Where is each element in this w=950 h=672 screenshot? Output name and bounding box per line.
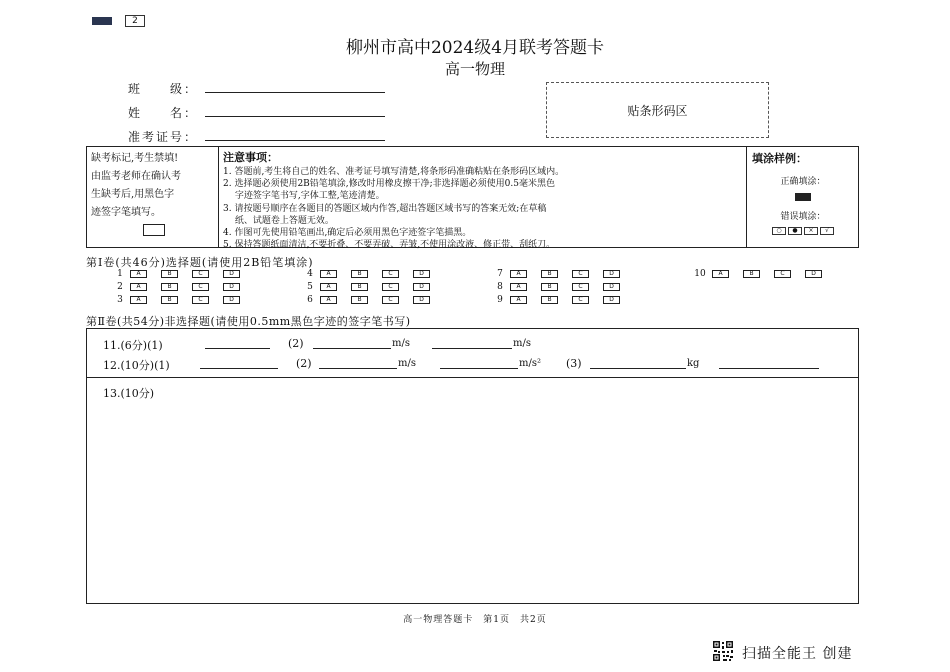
mc-option-c[interactable]: C — [382, 296, 399, 304]
q13-answer-space[interactable] — [90, 400, 855, 600]
mc-option-a[interactable]: A — [320, 270, 337, 278]
mc-option-b[interactable]: B — [541, 270, 558, 278]
mc-option-c[interactable]: C — [382, 270, 399, 278]
mc-option-b[interactable]: B — [541, 283, 558, 291]
absent-text-line: 缺考标记,考生禁填! — [91, 153, 179, 164]
mc-option-d[interactable]: D — [223, 270, 240, 278]
mc-question — [300, 269, 444, 279]
name-label: 姓 名： — [128, 106, 199, 120]
brand-watermark: 扫描全能王 创建 — [742, 646, 853, 662]
mc-option-d[interactable]: D — [413, 296, 430, 304]
wrong-label: 错误填涂： — [780, 212, 826, 222]
section2-title: 第Ⅱ卷(共54分)非选择题(请使用0.5mm黑色字迹的签字笔书写) — [86, 315, 411, 328]
sample-cell — [747, 146, 859, 248]
mc-option-c[interactable]: C — [192, 270, 209, 278]
barcode-area — [546, 82, 769, 138]
mc-option-a[interactable]: A — [510, 296, 527, 304]
q12-blank-5[interactable] — [719, 368, 819, 369]
mc-option-b[interactable]: B — [161, 283, 178, 291]
id-field[interactable] — [205, 140, 385, 141]
sample-title: 填涂样例： — [752, 152, 807, 165]
mc-number: 1 — [117, 269, 123, 279]
mc-option-b[interactable]: B — [161, 270, 178, 278]
mc-question — [490, 282, 634, 292]
mc-question — [300, 282, 444, 292]
mc-option-a[interactable]: A — [130, 283, 147, 291]
mc-option-d[interactable]: D — [805, 270, 822, 278]
mc-number: 9 — [497, 295, 503, 305]
mc-number: 7 — [497, 269, 503, 279]
q12-unit-2: m/s² — [519, 358, 541, 369]
mc-option-c[interactable]: C — [192, 296, 209, 304]
q12-blank-4[interactable] — [590, 368, 686, 369]
class-label: 班 级： — [128, 82, 199, 96]
q11-blank-2[interactable] — [313, 348, 391, 349]
correct-label: 正确填涂： — [780, 177, 826, 187]
mc-number: 8 — [497, 282, 503, 292]
q12-part3-label: (3) — [566, 357, 582, 370]
mc-option-b[interactable]: B — [161, 296, 178, 304]
mc-option-d[interactable]: D — [223, 296, 240, 304]
mc-option-d[interactable]: D — [603, 270, 620, 278]
mc-question — [688, 269, 836, 279]
mc-number: 4 — [307, 269, 313, 279]
notes-item: 纸、试题卷上答题无效。 — [223, 215, 334, 226]
wrong-sample: ○ — [772, 227, 786, 235]
mc-number: 2 — [117, 282, 123, 292]
q12-unit-3: kg — [687, 358, 700, 369]
barcode-label: 贴条形码区 — [627, 103, 688, 118]
mc-option-a[interactable]: A — [320, 283, 337, 291]
q12-blank-2[interactable] — [319, 368, 397, 369]
absent-text-line: 由监考老师在确认考 — [91, 171, 181, 182]
mc-option-b[interactable]: B — [351, 296, 368, 304]
mc-option-d[interactable]: D — [603, 283, 620, 291]
q12-part2-label: (2) — [296, 357, 312, 370]
answer-divider — [86, 377, 859, 378]
name-field[interactable] — [205, 116, 385, 117]
mc-number: 5 — [307, 282, 313, 292]
q11-blank-3[interactable] — [432, 348, 512, 349]
mc-question — [110, 269, 254, 279]
section1-title: 第Ⅰ卷(共46分)选择题(请使用2B铅笔填涂) — [86, 256, 314, 269]
q11-blank-1[interactable] — [205, 348, 270, 349]
mc-option-d[interactable]: D — [223, 283, 240, 291]
mc-option-b[interactable]: B — [351, 283, 368, 291]
mc-option-c[interactable]: C — [572, 283, 589, 291]
qr-code-icon — [712, 640, 734, 662]
mc-option-a[interactable]: A — [130, 296, 147, 304]
absent-mark-box[interactable] — [143, 224, 165, 236]
wrong-sample: ● — [788, 227, 802, 235]
q12-blank-1[interactable] — [200, 368, 278, 369]
notes-item: 5. 保持答题纸面清洁,不要折叠、不要弄破、弄皱,不使用涂改液、修正带、刮纸刀。 — [223, 240, 556, 251]
mc-option-c[interactable]: C — [382, 283, 399, 291]
mc-question — [490, 295, 634, 305]
q12-unit-1: m/s — [398, 358, 416, 369]
notes-cell — [219, 146, 747, 251]
mc-option-c[interactable]: C — [774, 270, 791, 278]
mc-option-b[interactable]: B — [541, 296, 558, 304]
mc-option-d[interactable]: D — [603, 296, 620, 304]
alignment-mark — [92, 17, 112, 25]
absent-text-line: 生缺考后,用黑色字 — [91, 189, 175, 200]
notes-item: 字迹签字笔书写,字体工整,笔迹清楚。 — [223, 191, 385, 202]
mc-number: 10 — [694, 269, 706, 279]
page-subtitle: 高一物理 — [444, 60, 505, 78]
page-footer: 高一物理答题卡 第1页 共2页 — [403, 615, 547, 625]
mc-option-a[interactable]: A — [320, 296, 337, 304]
wrong-sample: √ — [820, 227, 834, 235]
correct-fill-sample — [795, 193, 811, 201]
mc-option-c[interactable]: C — [572, 296, 589, 304]
notes-item: 1. 答题前,考生将自己的姓名、准考证号填写清楚,将条形码准确粘贴在条形码区域内。 — [223, 167, 565, 177]
mc-option-a[interactable]: A — [130, 270, 147, 278]
mc-option-d[interactable]: D — [413, 270, 430, 278]
notes-item: 3. 请按题号顺序在各题目的答题区域内作答,超出答题区域书写的答案无效;在草稿 — [223, 203, 547, 214]
q11-label: 11.(6分)(1) — [103, 339, 163, 352]
mc-question — [110, 295, 254, 305]
mc-question — [300, 295, 444, 305]
id-label: 准考证号： — [128, 130, 199, 144]
mc-option-a[interactable]: A — [510, 283, 527, 291]
absent-text-line: 迹签字笔填写。 — [91, 207, 161, 218]
q11-unit-2: m/s — [513, 338, 531, 349]
mc-option-d[interactable]: D — [413, 283, 430, 291]
mc-option-b[interactable]: B — [743, 270, 760, 278]
notes-title: 注意事项： — [223, 151, 278, 164]
mc-option-b[interactable]: B — [351, 270, 368, 278]
notes-item: 2. 选择题必须使用2B铅笔填涂,修改时用橡皮擦干净;非选择题必须使用0.5毫米黑色 — [223, 179, 555, 190]
class-field[interactable] — [205, 92, 385, 93]
mc-question — [110, 282, 254, 292]
mc-option-a[interactable]: A — [510, 270, 527, 278]
mc-option-c[interactable]: C — [572, 270, 589, 278]
mc-question — [490, 269, 634, 279]
mc-number: 3 — [117, 295, 123, 305]
q13-label: 13.(10分) — [103, 387, 155, 400]
q11-unit-1: m/s — [392, 338, 410, 349]
q12-blank-3[interactable] — [440, 368, 518, 369]
q11-part2-label: (2) — [288, 337, 304, 350]
mc-option-c[interactable]: C — [192, 283, 209, 291]
q12-label: 12.(10分)(1) — [103, 359, 170, 372]
wrong-samples — [752, 227, 854, 235]
wrong-sample: × — [804, 227, 818, 235]
mc-number: 6 — [307, 295, 313, 305]
page-title: 柳州市高中2024级4月联考答题卡 — [345, 38, 605, 58]
page-tag: 2 — [125, 15, 145, 27]
mc-option-a[interactable]: A — [712, 270, 729, 278]
notes-item: 4. 作图可先使用铅笔画出,确定后必须用黑色字迹签字笔描黑。 — [223, 228, 472, 239]
